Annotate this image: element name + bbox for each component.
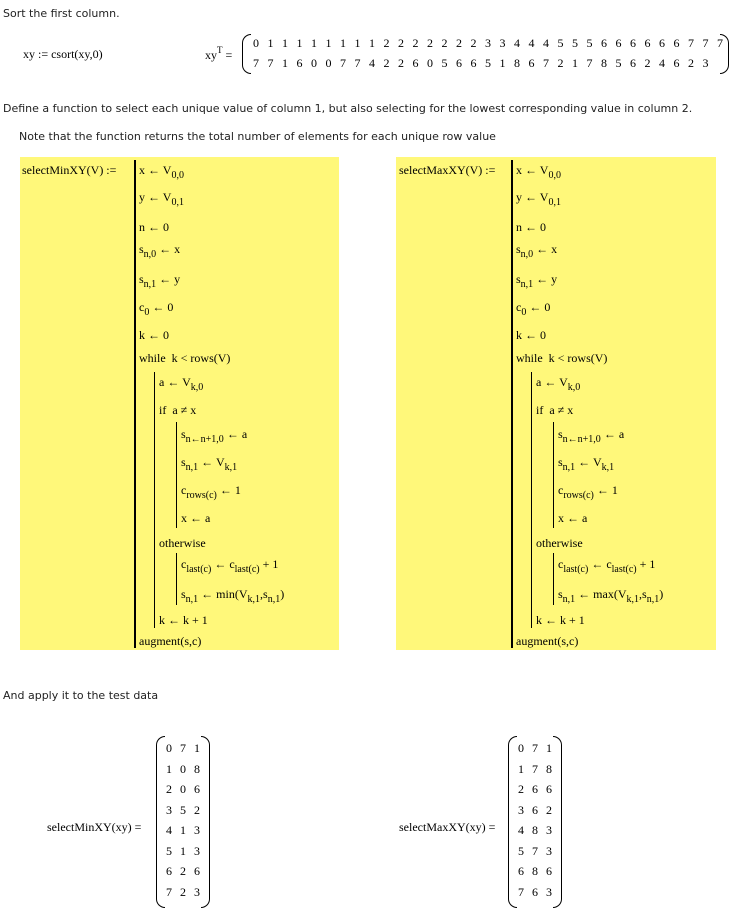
min-line-if: if a ≠ x	[159, 403, 197, 417]
define-instruction-text: Define a function to select each unique value of column 1, but also selecting for the lowest corresponding value in column 2.	[3, 102, 693, 115]
matrix-cell: 8	[546, 761, 552, 776]
min-line-s1-assign: $s_{n,1}$ ← y	[139, 272, 181, 290]
transpose-cell: 1	[267, 36, 274, 50]
transpose-cell: 4	[659, 56, 665, 70]
max-line-c0-assign: $c_0$ ← 0	[516, 300, 551, 318]
select-max-outer-bar	[511, 160, 513, 648]
min-line-s-k1: $s_{n,1}$ ← $V_{k,1}$	[181, 455, 238, 473]
transpose-cell: 6	[470, 56, 477, 70]
matrix-cell: 3	[518, 802, 524, 817]
matrix-cell: 7	[532, 843, 538, 858]
select-max-otherwise-bar	[553, 553, 554, 605]
transpose-cell: 5	[485, 56, 491, 70]
transpose-cell: 6	[630, 36, 636, 50]
transpose-cell: 6	[296, 56, 303, 70]
transpose-cell: 1	[499, 56, 506, 70]
transpose-cell: 6	[528, 56, 535, 70]
matrix-cell: 0	[180, 761, 186, 776]
transpose-cell: 7	[267, 56, 274, 70]
max-line-s-k1: $s_{n,1}$ ← $V_{k,1}$	[558, 455, 615, 473]
max-line-s-max: $s_{n,1}$ ← $\max(V_{k,1},s_{n,1})$	[558, 587, 664, 605]
transpose-cell: 8	[601, 56, 607, 70]
max-line-if: if a ≠ x	[536, 403, 574, 417]
max-line-otherwise: otherwise	[536, 536, 583, 550]
transpose-cell: 1	[282, 36, 288, 50]
max-line-s0-assign: $s_{n,0}$ ← x	[516, 242, 558, 260]
matrix-cell: 3	[166, 802, 172, 817]
transpose-cell: 7	[340, 56, 346, 70]
max-line-a-assign: a ← $V_{k,0}$	[536, 375, 581, 393]
transpose-cell: 7	[354, 56, 361, 70]
matrix-cell: 5	[518, 843, 524, 858]
matrix-cell: 3	[194, 823, 200, 837]
max-line-s1-assign: $s_{n,1}$ ← y	[516, 272, 558, 290]
transpose-cell: 2	[644, 56, 651, 70]
select-min-result-label: selectMinXY(xy) =	[47, 820, 142, 834]
transpose-cell: 1	[325, 36, 332, 50]
transpose-cell: 2	[441, 36, 448, 50]
transpose-cell: 4	[543, 36, 549, 50]
matrix-cell: 6	[166, 864, 172, 878]
transpose-cell: 2	[412, 36, 419, 50]
transpose-cell: 6	[630, 56, 636, 70]
min-line-x-a: x ← a	[181, 511, 211, 525]
matrix-cell: 8	[194, 761, 200, 776]
max-line-x-a: x ← a	[558, 511, 588, 525]
matrix-cell: 6	[518, 864, 524, 878]
min-line-otherwise: otherwise	[159, 536, 206, 550]
matrix-cell: 5	[180, 802, 186, 817]
max-line-y-assign: y ← $V_{0,1}$	[516, 190, 561, 208]
max-line-c-rows: $c_{rows(c)}$ ← 1	[558, 483, 618, 501]
transpose-cell: 3	[499, 36, 506, 50]
transpose-cell: 2	[398, 36, 404, 50]
transpose-cell: 6	[412, 56, 419, 70]
transpose-cell: 2	[688, 56, 694, 70]
transpose-cell: 1	[296, 36, 303, 50]
matrix-cell: 8	[532, 823, 538, 837]
transpose-cell: 6	[615, 36, 622, 50]
matrix-cell: 5	[166, 843, 172, 858]
transpose-cell: 6	[673, 36, 680, 50]
max-line-k-inc: k ← k + 1	[536, 613, 585, 627]
max-line-x-assign: x ← $V_{0,0}$	[516, 163, 561, 181]
matrix-cell: 6	[532, 884, 538, 899]
max-line-c-last: $c_{last(c)}$ ← $c_{last(c)} + 1$	[558, 557, 656, 575]
transpose-cell: 1	[369, 36, 375, 50]
min-line-s-new: $s_{n\leftarrow n+1,0}$ ← a	[181, 427, 248, 445]
transpose-cell: 5	[572, 36, 578, 50]
min-line-n-assign: n ← 0	[139, 220, 169, 234]
min-line-a-assign: a ← $V_{k,0}$	[159, 375, 204, 393]
transpose-cell: 4	[369, 56, 375, 70]
max-line-s-new: $s_{n\leftarrow n+1,0}$ ← a	[558, 427, 625, 445]
matrix-cell: 2	[518, 782, 524, 796]
min-line-c-rows: $c_{rows(c)}$ ← 1	[181, 483, 241, 501]
matrix-cell: 1	[180, 843, 186, 858]
matrix-cell: 8	[532, 864, 538, 878]
transpose-cell: 5	[586, 36, 593, 50]
max-line-augment: augment(s,c)	[516, 634, 579, 648]
max-line-while: while k < rows(V)	[516, 351, 608, 365]
matrix-cell: 3	[546, 884, 552, 899]
apply-instruction-text: And apply it to the test data	[3, 689, 159, 702]
transpose-cell: 1	[572, 56, 578, 70]
matrix-cell: 2	[546, 802, 552, 817]
transpose-cell: 7	[586, 56, 593, 70]
min-line-while: while k < rows(V)	[139, 351, 231, 365]
matrix-cell: 0	[166, 741, 172, 755]
transpose-cell: 0	[427, 56, 433, 70]
matrix-cell: 3	[546, 843, 552, 858]
transpose-cell: 4	[514, 36, 520, 50]
note-text: Note that the function returns the total number of elements for each unique row value	[19, 130, 496, 143]
transpose-cell: 4	[528, 36, 535, 50]
transpose-cell: 5	[441, 56, 448, 70]
transpose-cell: 6	[659, 36, 665, 50]
select-max-while-bar	[531, 372, 532, 628]
min-line-c0-assign: $c_0$ ← 0	[139, 300, 174, 318]
matrix-cell: 1	[166, 761, 172, 776]
select-max-result-label: selectMaxXY(xy) =	[399, 820, 496, 834]
transpose-cell: 6	[644, 36, 651, 50]
min-line-k-inc: k ← k + 1	[159, 613, 208, 627]
matrix-cell: 3	[546, 823, 552, 837]
matrix-cell: 0	[518, 741, 524, 755]
matrix-cell: 7	[518, 884, 524, 899]
matrix-cell: 1	[180, 823, 186, 837]
matrix-cell: 7	[166, 884, 172, 899]
matrix-cell: 6	[194, 782, 200, 796]
transpose-cell: 5	[615, 56, 622, 70]
transpose-cell: 0	[325, 56, 332, 70]
matrix-cell: 1	[518, 761, 524, 776]
matrix-cell: 6	[546, 782, 552, 796]
transpose-cell: 0	[253, 36, 259, 50]
max-line-n-assign: n ← 0	[516, 220, 546, 234]
min-line-augment: augment(s,c)	[139, 634, 202, 648]
matrix-cell: 3	[194, 843, 200, 858]
select-min-definition-name: selectMinXY(V) :=	[22, 163, 117, 177]
transpose-cell: 2	[383, 56, 390, 70]
matrix-cell: 2	[166, 782, 172, 796]
transpose-label: $xy^T$ =	[205, 45, 233, 62]
min-line-s0-assign: $s_{n,0}$ ← x	[139, 242, 181, 260]
transpose-cell: 5	[557, 36, 564, 50]
select-min-outer-bar	[134, 160, 136, 648]
transpose-cell: 7	[253, 56, 259, 70]
transpose-cell: 3	[485, 36, 491, 50]
transpose-cell: 2	[383, 36, 390, 50]
select-max-definition-name: selectMaxXY(V) :=	[399, 163, 496, 177]
matrix-cell: 3	[194, 884, 200, 899]
matrix-cell: 7	[532, 741, 538, 755]
matrix-cell: 4	[518, 823, 524, 837]
transpose-cell: 1	[282, 56, 288, 70]
sort-instruction-text: Sort the first column.	[3, 7, 120, 20]
transpose-cell: 3	[702, 56, 709, 70]
transpose-cell: 6	[456, 56, 462, 70]
select-max-if-bar	[553, 422, 554, 528]
matrix-cell: 6	[194, 864, 200, 878]
matrix-cell: 1	[546, 741, 552, 755]
matrix-cell: 1	[194, 741, 200, 755]
transpose-cell: 6	[673, 56, 680, 70]
min-line-c-last: $c_{last(c)}$ ← $c_{last(c)} + 1$	[181, 557, 279, 575]
select-min-if-bar	[176, 422, 177, 528]
matrix-cell: 6	[532, 782, 538, 796]
max-line-k-assign: k ← 0	[516, 328, 546, 342]
matrix-cell: 7	[180, 741, 186, 755]
min-line-y-assign: y ← $V_{0,1}$	[139, 190, 184, 208]
transpose-cell: 6	[601, 36, 607, 50]
matrix-cell: 4	[166, 823, 172, 837]
min-line-x-assign: x ← $V_{0,0}$	[139, 163, 184, 181]
transpose-cell: 2	[427, 36, 433, 50]
matrix-cell: 2	[180, 884, 186, 899]
matrix-cell: 0	[180, 782, 186, 796]
transpose-cell: 2	[557, 56, 564, 70]
transpose-cell: 8	[514, 56, 520, 70]
matrix-cell: 6	[546, 864, 552, 878]
transpose-cell: 1	[311, 36, 317, 50]
transpose-cell: 7	[688, 36, 694, 50]
min-line-k-assign: k ← 0	[139, 328, 169, 342]
min-line-s-min: $s_{n,1}$ ← $\min(V_{k,1},s_{n,1})$	[181, 587, 285, 605]
transpose-cell: 0	[311, 56, 317, 70]
transpose-cell: 2	[398, 56, 404, 70]
matrix-cell: 2	[180, 864, 186, 878]
transpose-cell: 7	[543, 56, 549, 70]
matrix-cell: 2	[194, 802, 200, 817]
sort-expression[interactable]: xy := csort(xy,0)	[23, 47, 103, 61]
matrix-cell: 7	[532, 761, 538, 776]
transpose-cell: 2	[470, 36, 477, 50]
select-min-otherwise-bar	[176, 553, 177, 605]
transpose-cell: 1	[340, 36, 346, 50]
transpose-cell: 2	[456, 36, 462, 50]
transpose-cell: 1	[354, 36, 361, 50]
transpose-cell: 7	[702, 36, 709, 50]
matrix-cell: 6	[532, 802, 538, 817]
transpose-cell: 7	[717, 36, 723, 50]
select-min-while-bar	[154, 372, 155, 628]
